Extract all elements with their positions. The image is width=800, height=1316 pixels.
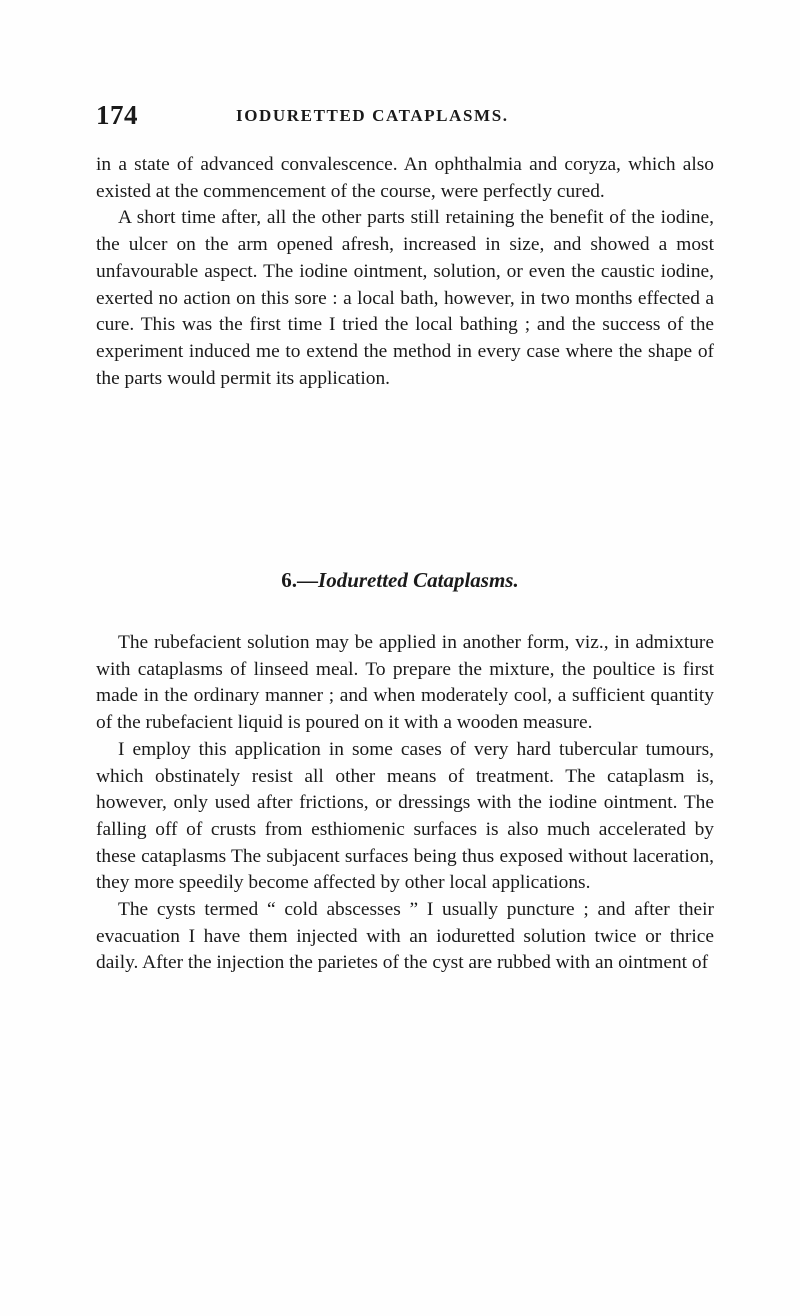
text-block-before	[96, 152, 714, 392]
paragraph: in a state of advanced convalescence. An ophthalmia and coryza, which also existed at the commencement of the course, were perfectly cured.	[96, 154, 714, 202]
section-heading	[0, 566, 800, 594]
page-header	[96, 100, 716, 136]
paragraph: The rubefacient solution may be applied in another form, viz., in admixture with cataplasms of linseed meal. To prepare the mixture, the poultice is first made in the ordinary manner ; and when moderately cool, a sufficient quantity of the rubefacient liquid is poured on it with a wooden measure.	[96, 632, 714, 734]
paragraph: I employ this application in some cases of very hard tubercular tumours, which obstinately resist all other means of treatment. The cataplasm is, however, only used after frictions, or dressings with the iodine ointment. The falling off of crusts from esthiomenic surfaces is also much accelerated by these cataplasms The subjacent surfaces being thus exposed without laceration, they more speedily become affected by other local applications.	[96, 738, 714, 894]
section-number: 6.—	[281, 568, 319, 592]
paragraph: The cysts termed “ cold abscesses ” I usually puncture ; and after their evacuation I have them injected with an ioduretted solution twice or thrice daily. After the injection the parietes of the cyst are rubbed with an ointment of	[96, 899, 714, 974]
section-title: Ioduretted Cataplasms.	[318, 568, 519, 592]
running-head: IODURETTED CATAPLASMS.	[236, 106, 509, 125]
paragraph: A short time after, all the other parts still retaining the benefit of the iodine, the ulcer on the arm opened afresh, increased in size, and showed a most unfavourable aspect. The iodine ointment, solution, or even the caustic iodine, exerted no action on this sore : a local bath, however, in two months effected a cure. This was the first time I tried the local bathing ; and the success of the experiment induced me to extend the method in every case where the shape of the parts would permit its application.	[96, 207, 714, 389]
page-number: 174	[96, 100, 138, 130]
text-block-after	[96, 630, 714, 977]
